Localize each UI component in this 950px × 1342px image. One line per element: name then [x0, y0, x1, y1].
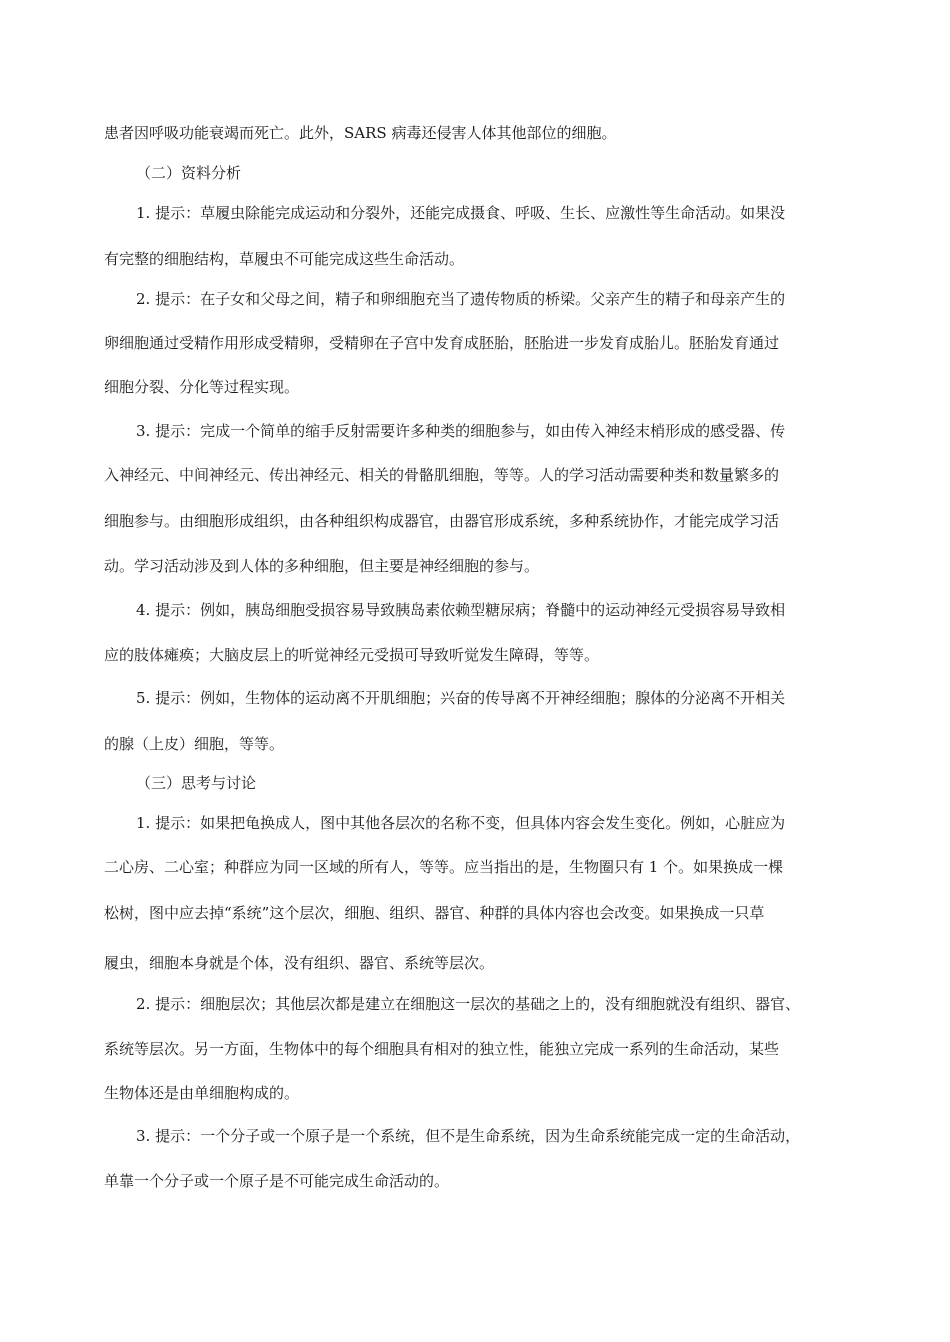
- text-line: 3. 提示：一个分子或一个原子是一个系统，但不是生命系统，因为生命系统能完成一定的生命活动，: [136, 1127, 801, 1145]
- text-line: 卵细胞通过受精作用形成受精卵，受精卵在子宫中发育成胚胎，胚胎进一步发育成胎儿。胚胎发育通过: [104, 334, 780, 352]
- section-heading: （二）资料分析: [136, 164, 242, 182]
- text-line: 5. 提示：例如，生物体的运动离不开肌细胞；兴奋的传导离不开神经细胞；腺体的分泌离不开相关: [136, 689, 786, 707]
- text-line: 细胞参与。由细胞形成组织，由各种组织构成器官，由器官形成系统，多种系统协作，才能完成学习活: [104, 512, 780, 530]
- text-line: 二心房、二心室；种群应为同一区域的所有人，等等。应当指出的是，生物圈只有 1 个。如果换成一棵: [104, 858, 784, 876]
- text-line: 2. 提示：细胞层次；其他层次都是建立在细胞这一层次的基础之上的，没有细胞就没有组织、器官、: [136, 995, 801, 1013]
- text-line: 1. 提示：如果把龟换成人，图中其他各层次的名称不变，但具体内容会发生变化。例如，心脏应为: [136, 814, 786, 832]
- text-line: 3. 提示：完成一个简单的缩手反射需要许多种类的细胞参与，如由传入神经末梢形成的感受器、传: [136, 422, 786, 440]
- section-heading: （三）思考与讨论: [136, 774, 257, 792]
- text-line: 履虫，细胞本身就是个体，没有组织、器官、系统等层次。: [104, 954, 495, 972]
- text-line: 单靠一个分子或一个原子是不可能完成生命活动的。: [104, 1172, 450, 1190]
- text-line: 系统等层次。另一方面，生物体中的每个细胞具有相对的独立性，能独立完成一系列的生命活动，某些: [104, 1040, 780, 1058]
- text-line: 生物体还是由单细胞构成的。: [104, 1084, 300, 1102]
- text-line: 4. 提示：例如，胰岛细胞受损容易导致胰岛素依赖型糖尿病；脊髓中的运动神经元受损容易导致相: [136, 601, 786, 619]
- text-line: 松树，图中应去掉“系统”这个层次，细胞、组织、器官、种群的具体内容也会改变。如果换成一只草: [104, 904, 765, 922]
- text-line: 患者因呼吸功能衰竭而死亡。此外，SARS 病毒还侵害人体其他部位的细胞。: [104, 124, 617, 142]
- text-line: 2. 提示：在子女和父母之间，精子和卵细胞充当了遗传物质的桥梁。父亲产生的精子和母亲产生的: [136, 290, 786, 308]
- text-line: 细胞分裂、分化等过程实现。: [104, 378, 300, 396]
- text-line: 1. 提示：草履虫除能完成运动和分裂外，还能完成摄食、呼吸、生长、应激性等生命活动。如果没: [136, 204, 786, 222]
- text-line: 入神经元、中间神经元、传出神经元、相关的骨骼肌细胞，等等。人的学习活动需要种类和数量繁多的: [104, 466, 780, 484]
- text-line: 有完整的细胞结构，草履虫不可能完成这些生命活动。: [104, 250, 465, 268]
- text-line: 动。学习活动涉及到人体的多种细胞，但主要是神经细胞的参与。: [104, 557, 540, 575]
- text-line: 应的肢体瘫痪；大脑皮层上的听觉神经元受损可导致听觉发生障碍，等等。: [104, 646, 600, 664]
- text-line: 的腺（上皮）细胞，等等。: [104, 735, 285, 753]
